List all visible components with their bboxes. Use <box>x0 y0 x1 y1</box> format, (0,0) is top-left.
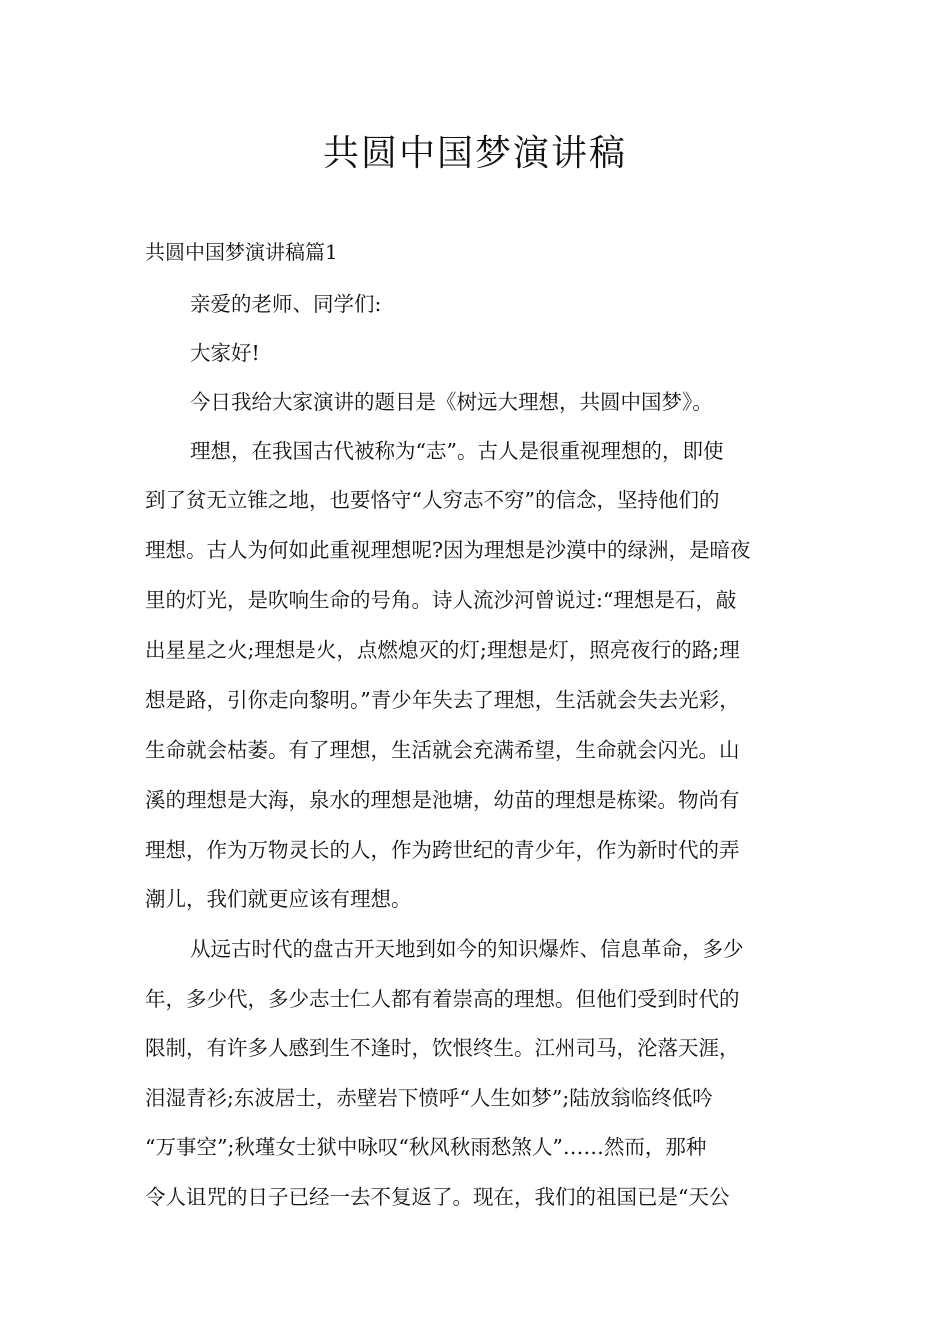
salutation-line: 亲爱的老师、同学们: <box>190 292 382 316</box>
paragraph-line: “万事空”;秋瑾女士狱中咏叹“秋风秋雨愁煞人”……然而，那种 <box>145 1135 707 1159</box>
document-title: 共圆中国梦演讲稿 <box>322 133 627 174</box>
paragraph-line: 出星星之火;理想是火，点燃熄灭的灯;理想是灯，照亮夜行的路;理 <box>145 638 740 662</box>
paragraph-line: 理想，作为万物灵长的人，作为跨世纪的青少年，作为新时代的弄 <box>145 838 740 862</box>
paragraph-line: 令人诅咒的日子已经一去不复返了。现在，我们的祖国已是“天公 <box>145 1185 730 1209</box>
section-heading: 共圆中国梦演讲稿篇1 <box>145 240 338 264</box>
paragraph-line: 泪湿青衫;东波居士，赤壁岩下愤呼“人生如梦”;陆放翁临终低吟 <box>145 1086 713 1110</box>
paragraph-line: 限制，有许多人感到生不逢时，饮恨终生。江州司马，沦落天涯， <box>145 1036 740 1060</box>
paragraph-line: 到了贫无立锥之地，也要恪守“人穷志不穷”的信念，坚持他们的 <box>145 488 720 512</box>
paragraph-line: 理想，在我国古代被称为“志”。古人是很重视理想的，即使 <box>190 439 724 463</box>
paragraph-line: 年，多少代，多少志士仁人都有着崇高的理想。但他们受到时代的 <box>145 987 740 1011</box>
paragraph-line: 溪的理想是大海，泉水的理想是池塘，幼苗的理想是栋梁。物尚有 <box>145 788 740 812</box>
paragraph-line: 想是路，引你走向黎明。”青少年失去了理想，生活就会失去光彩， <box>145 688 740 712</box>
paragraph-line: 从远古时代的盘古开天地到如今的知识爆炸、信息革命，多少 <box>190 937 744 961</box>
greeting-line: 大家好! <box>190 341 260 365</box>
topic-line: 今日我给大家演讲的题目是《树远大理想，共圆中国梦》。 <box>190 390 713 414</box>
paragraph-line: 潮儿，我们就更应该有理想。 <box>145 887 412 911</box>
paragraph-line: 生命就会枯萎。有了理想，生活就会充满希望，生命就会闪光。山 <box>145 738 740 762</box>
paragraph-line: 里的灯光，是吹响生命的号角。诗人流沙河曾说过:“理想是石，敲 <box>145 588 737 612</box>
paragraph-line: 理想。古人为何如此重视理想呢?因为理想是沙漠中的绿洲，是暗夜 <box>145 538 751 562</box>
